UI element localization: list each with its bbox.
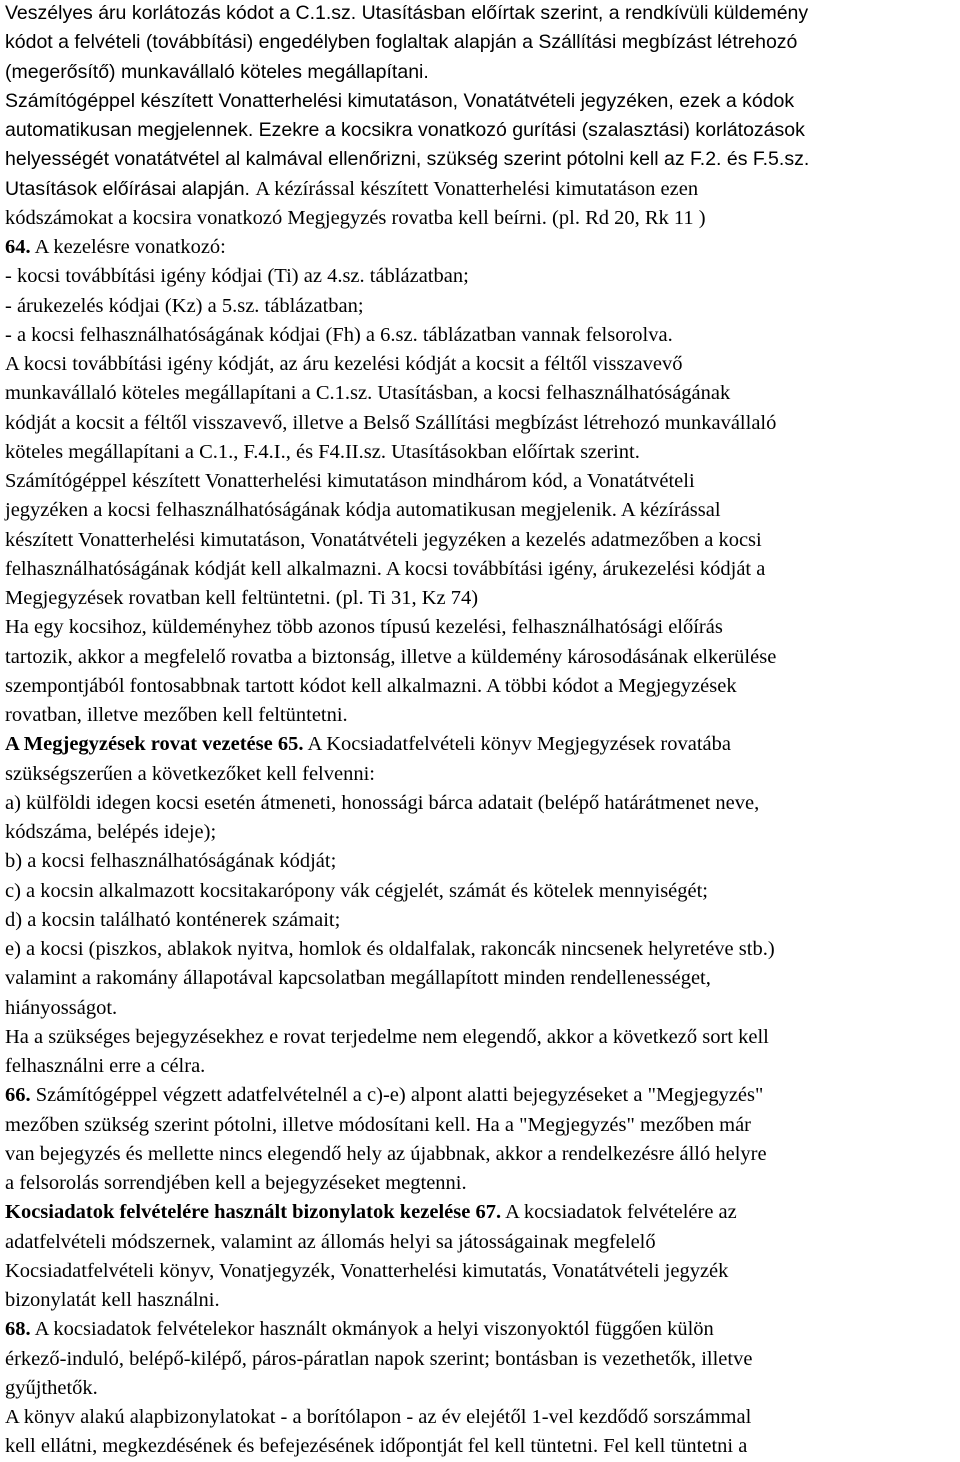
text-line	[5, 1111, 751, 1140]
text-line	[5, 789, 759, 818]
text-line	[5, 906, 340, 935]
bold-text-segment: Kocsiadatok felvételére használt bizonylatok kezelése 67.	[5, 1201, 502, 1224]
text-line	[5, 877, 708, 906]
text-line	[5, 87, 794, 116]
text-line	[5, 555, 765, 584]
text-line	[5, 1315, 714, 1344]
text-segment: rovatban, illetve mezőben kell feltüntetni.	[5, 704, 348, 726]
text-line	[5, 58, 429, 87]
text-line	[5, 818, 216, 847]
text-line	[5, 204, 706, 233]
text-segment: van bejegyzés és mellette nincs elegendő hely az újabbnak, akkor a rendelkezésre álló helyre	[5, 1142, 767, 1165]
text-line	[5, 1257, 728, 1286]
text-segment: adatfelvételi módszernek, valamint az állomás helyi sa játosságainak megfelelő	[5, 1230, 656, 1253]
text-segment: (megerősítő) munkavállaló köteles megállapítani.	[5, 60, 429, 83]
text-segment: mezőben szükség szerint pótolni, illetve módosítani kell.	[5, 1113, 476, 1136]
text-segment: - árukezelés kódjai (Kz) a 5.sz. táblázatban;	[5, 294, 364, 317]
text-segment: Ha a "Megjegyzés" mezőben már	[475, 1113, 751, 1136]
text-segment: automatikusan megjelennek.	[5, 119, 259, 141]
text-segment: szempontjából fontosabbnak tartott kódot kell alkalmazni.	[5, 674, 487, 697]
text-line	[5, 467, 695, 496]
text-segment: A kézírással	[620, 499, 721, 522]
text-line	[5, 1081, 763, 1110]
text-line	[5, 847, 336, 876]
text-segment: Ezekre a kocsikra vonatkozó gurítási (szalasztási) korlátozások	[258, 119, 805, 141]
text-segment: kell ellátni, megkezdésének és befejezésének időpontját fel kell tüntetni.	[5, 1435, 604, 1458]
text-segment: Számítógéppel készített Vonatterhelési kimutatáson mindhárom kód, a Vonatátvételi	[5, 470, 695, 492]
text-line	[5, 409, 776, 438]
text-segment: szükségszerűen a következőket kell felvenni:	[5, 762, 375, 785]
text-line	[5, 262, 469, 291]
text-line	[5, 1169, 467, 1198]
text-segment: gyűjthetők.	[5, 1376, 98, 1399]
text-segment: készített Vonatterhelési kimutatáson, Vonatátvételi jegyzéken a kezelés adatmezőben a kocsi	[5, 528, 762, 551]
text-line	[5, 1432, 747, 1461]
text-segment: A kézírással készített Vonatterhelési kimutatáson ezen	[255, 177, 699, 200]
text-segment: A kocsiadatok felvételére az	[501, 1201, 737, 1224]
text-line	[5, 1140, 767, 1169]
text-line	[5, 1403, 751, 1432]
text-line	[5, 935, 775, 964]
text-line	[5, 379, 730, 408]
text-line	[5, 233, 226, 262]
text-line	[5, 672, 737, 701]
text-segment: - a kocsi felhasználhatóságának kódjai (Fh) a 6.sz. táblázatban vannak felsorolva.	[5, 323, 673, 346]
text-line	[5, 526, 762, 555]
text-segment: Utasításban előírtak szerint, a rendkívüli küldemény	[361, 2, 809, 24]
text-line	[5, 175, 698, 204]
text-line	[5, 964, 711, 993]
text-segment: helyességét vonatátvétel al kalmával ellenőrizni, szükség szerint pótolni kell az F.2. és F.5.sz.	[5, 148, 810, 171]
text-segment: e) a kocsi (piszkos, ablakok nyitva, homlok és oldalfalak, rakoncák nincsenek helyretéve stb.)	[5, 938, 775, 960]
text-segment: a) külföldi idegen kocsi esetén átmeneti, honossági bárca adatait (belépő határátmenet neve,	[5, 791, 760, 814]
text-segment: kódját a kocsit a féltől visszavevő, illetve a Belső Szállítási megbízást létrehozó munkavállaló	[5, 411, 777, 434]
text-line	[5, 1286, 220, 1315]
text-segment: Kocsiadatfelvételi könyv, Vonatjegyzék, Vonatterhelési kimutatás, Vonatátvételi jegyzék	[5, 1259, 729, 1282]
text-segment: A Kocsiadatfelvételi könyv Megjegyzések rovatába	[303, 733, 731, 756]
text-segment: felhasználni erre a célra.	[5, 1055, 206, 1077]
text-line	[5, 321, 673, 350]
bold-text-segment: 68.	[5, 1318, 31, 1341]
text-line	[5, 994, 117, 1023]
text-segment: Ha egy kocsihoz, küldeményhez több azonos típusú kezelési, felhasználhatósági előírás	[5, 616, 723, 639]
text-segment: A kocsiadatok felvételekor használt okmányok a helyi viszonyoktól függően külön	[30, 1318, 714, 1341]
bold-text-segment: 66.	[5, 1084, 31, 1107]
text-segment: A kocsi továbbítási igény, árukezelési kódját a	[385, 557, 766, 580]
text-line	[5, 1023, 769, 1052]
text-line	[5, 438, 640, 467]
text-segment: Fel kell tüntetni a	[603, 1435, 748, 1458]
text-segment: A kezelésre vonatkozó:	[30, 236, 226, 258]
text-segment: valamint a rakomány állapotával kapcsolatban megállapított minden rendellenességet,	[5, 967, 711, 990]
text-line	[5, 760, 375, 789]
text-line	[5, 1052, 205, 1081]
text-line	[5, 0, 808, 28]
text-segment: hiányosságot.	[5, 996, 118, 1019]
text-line	[5, 1374, 98, 1403]
text-line	[5, 496, 721, 525]
text-line	[5, 350, 682, 379]
text-line	[5, 116, 805, 145]
text-line	[5, 28, 797, 57]
bold-text-segment: 64.	[5, 236, 31, 258]
text-segment: jegyzéken a kocsi felhasználhatóságának kódja automatikusan megjelenik.	[5, 499, 621, 522]
text-line	[5, 730, 731, 759]
text-segment: a felsorolás sorrendjében kell a bejegyzéseket megtenni.	[5, 1172, 467, 1194]
text-segment: tartozik, akkor a megfelelő rovatba a biztonság, illetve a küldemény károsodásának elkerülése	[5, 645, 777, 668]
text-segment: köteles megállapítani a C.1., F.4.I., és F4.II.sz. Utasításokban előírtak szerint.	[5, 440, 640, 463]
text-segment: kódszáma, belépés ideje);	[5, 821, 217, 843]
text-segment: c) a kocsin alkalmazott kocsitakarópony vák cégjelét, számát és kötelek mennyiségét;	[5, 879, 709, 902]
text-line	[5, 613, 723, 642]
text-segment: Utasítások előírásai alapján.	[5, 177, 256, 200]
text-segment: b) a kocsi felhasználhatóságának kódját;	[5, 850, 337, 873]
text-line	[5, 1345, 752, 1374]
text-line	[5, 701, 348, 730]
bold-text-segment: A Megjegyzések rovat vezetése 65.	[5, 733, 304, 756]
text-segment: d) a kocsin található konténerek számait;	[5, 908, 341, 931]
text-line	[5, 643, 776, 672]
text-line	[5, 1198, 737, 1227]
text-segment: felhasználhatóságának kódját kell alkalmazni.	[5, 557, 386, 580]
text-segment: Veszélyes áru korlátozás kódot a C.1.sz.	[5, 2, 362, 24]
text-line	[5, 1228, 656, 1257]
text-line	[5, 584, 478, 613]
text-segment: kódot a felvételi (továbbítási) engedélyben foglaltak alapján a Szállítási megbízást létrehozó	[5, 31, 798, 54]
text-segment: - kocsi továbbítási igény kódjai (Ti) az 4.sz. táblázatban;	[5, 265, 469, 288]
text-segment: A könyv alakú alapbizonylatokat - a borítólapon - az év elejétől 1-vel kezdődő sorszámmal	[5, 1406, 752, 1428]
text-segment: bizonylatát kell használni.	[5, 1289, 220, 1311]
text-line	[5, 145, 809, 174]
text-segment: munkavállaló köteles megállapítani a C.1.sz.	[5, 382, 378, 405]
text-segment: Számítógéppel végzett adatfelvételnél a c)-e) alpont alatti bejegyzéseket a "Megjegyzés"	[30, 1084, 764, 1107]
text-segment: A többi kódot a Megjegyzések	[486, 674, 737, 697]
text-segment: kódszámokat a kocsira vonatkozó Megjegyzés rovatba kell beírni. (pl. Rd 20, Rk 11 )	[5, 206, 706, 229]
text-segment: Számítógéppel készített Vonatterhelési kimutatáson, Vonatátvételi jegyzéken, ezek a kódok	[5, 89, 795, 112]
text-segment: Utasításban, a kocsi felhasználhatóságának	[377, 382, 731, 405]
text-segment: Ha a szükséges bejegyzésekhez e rovat terjedelme nem elegendő, akkor a következő sort kell	[5, 1025, 769, 1048]
text-segment: Megjegyzések rovatban kell feltüntetni. (pl. Ti 31, Kz 74)	[5, 587, 479, 609]
text-segment: A kocsi továbbítási igény kódját, az áru kezelési kódját a kocsit a féltől visszavevő	[5, 353, 683, 375]
text-segment: érkező-induló, belépő-kilépő, páros-páratlan napok szerint; bontásban is vezethetők, illetve	[5, 1347, 753, 1370]
text-line	[5, 292, 364, 321]
